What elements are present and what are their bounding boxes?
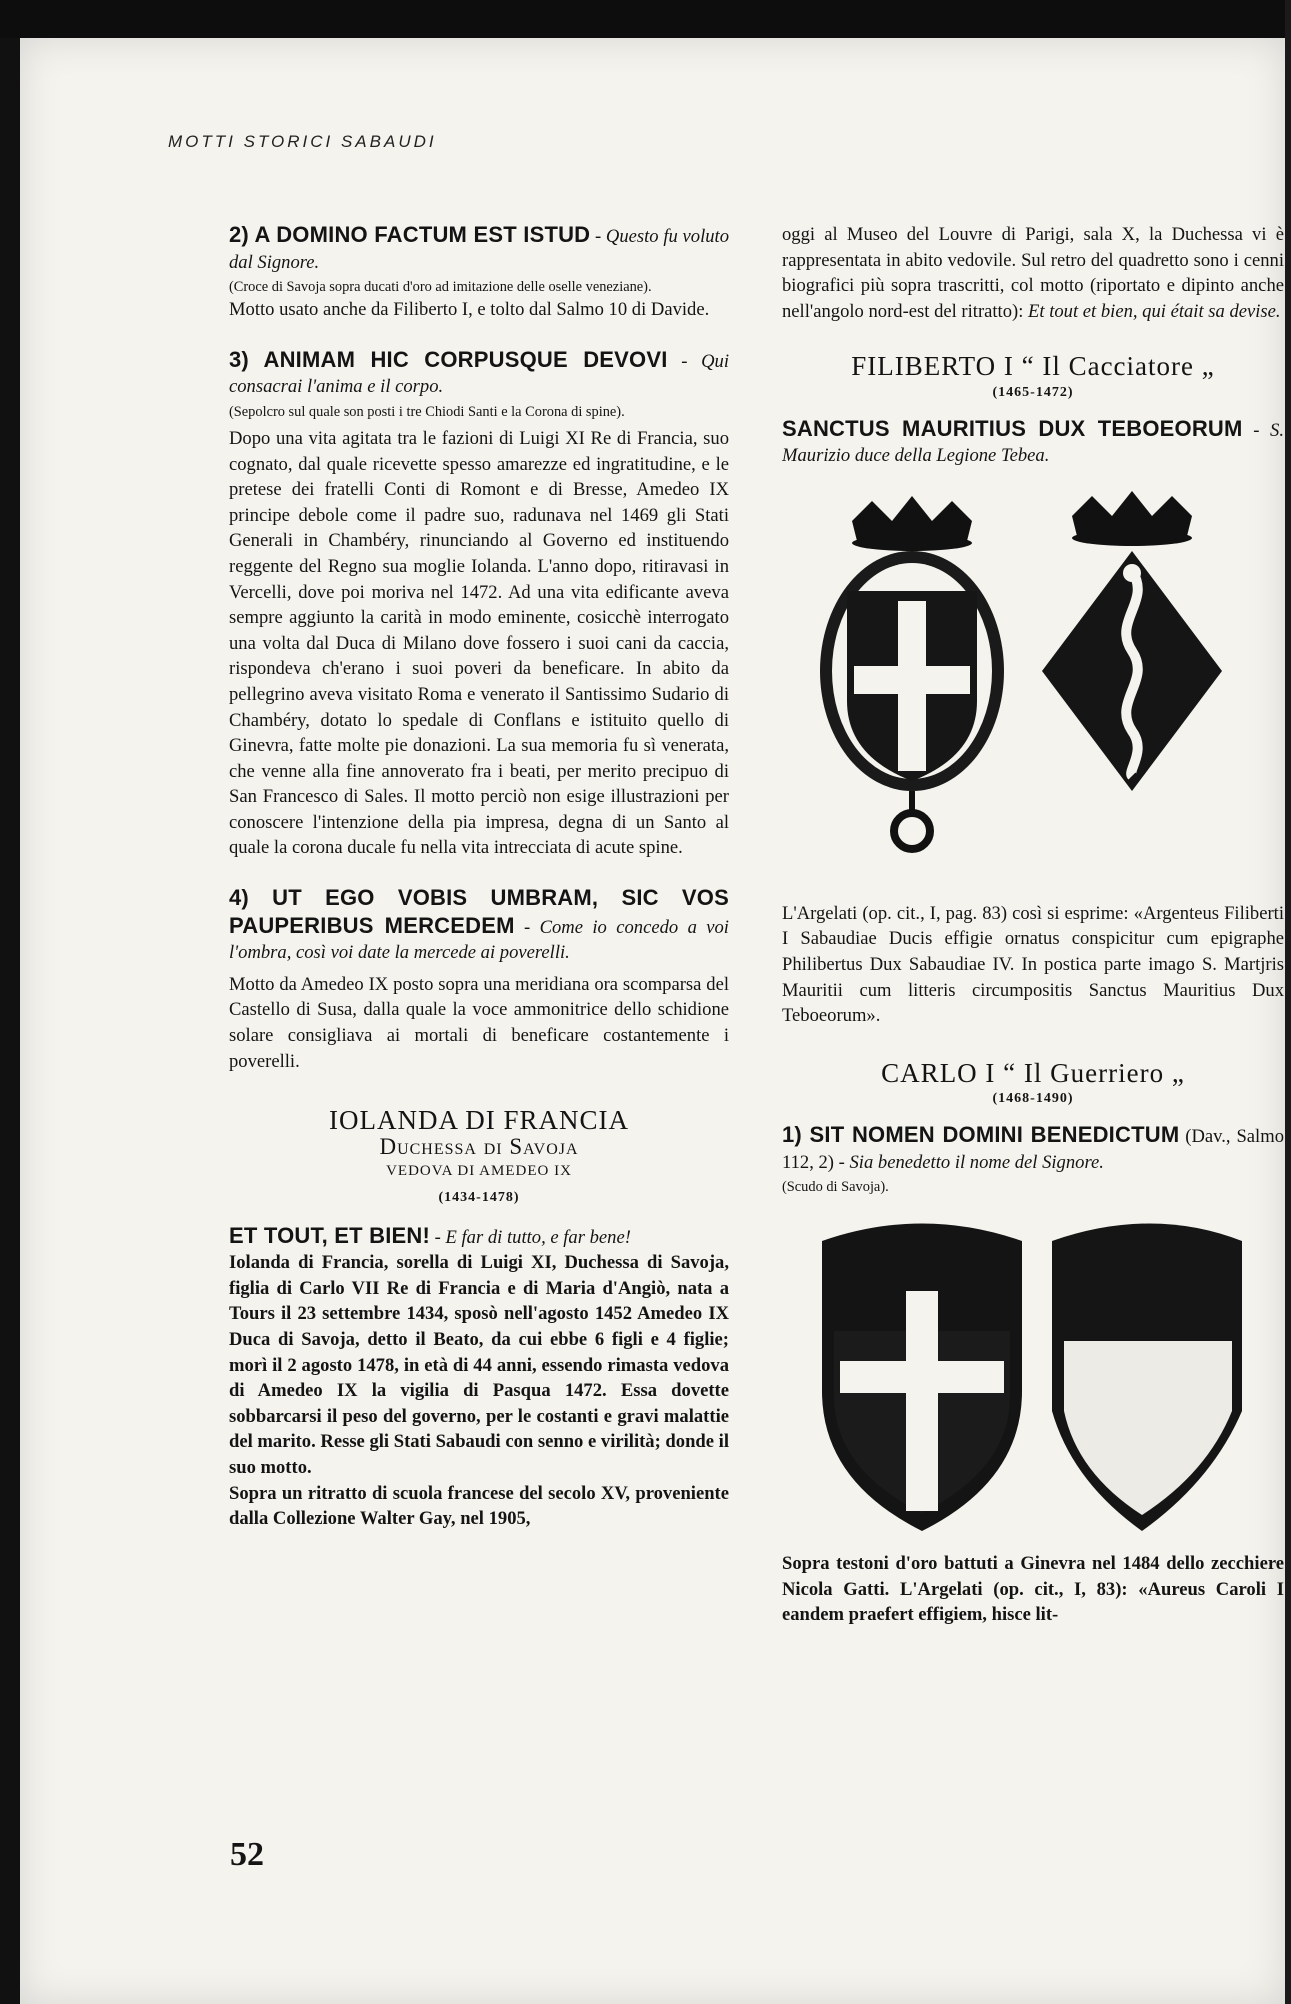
sanctus-mauritius-translation: - S. Maurizio duce della Legione Tebea. [782, 419, 1284, 467]
lozenge-shield-icon [1052, 1224, 1242, 1532]
right-column [782, 222, 1284, 1628]
sit-nomen-note: (Scudo di Savoja). [782, 1179, 889, 1196]
continuation-quote: Et tout et bien, qui était sa devise. [1028, 300, 1281, 322]
running-header: MOTTI STORICI SABAUDI [168, 132, 437, 151]
motto-2-latin: 2) A DOMINO FACTUM EST ISTUD [229, 222, 591, 247]
motto-2-note: (Croce di Savoja sopra ducati d'oro ad imitazione delle oselle veneziane). [229, 279, 652, 296]
iolanda-subtitle-2: VEDOVA DI AMEDEO IX [386, 1163, 572, 1180]
ducal-crown-icon-2 [1072, 491, 1192, 546]
savoy-shield-icon-2 [822, 1224, 1022, 1532]
carlo-title: CARLO I “ Il Guerriero „ [881, 1057, 1185, 1088]
motto-4-translation: - Come io concedo a voi l'ombra, così voi date la mercede ai poverelli. [229, 916, 729, 964]
sit-nomen-motto [782, 1122, 1284, 1175]
motto-3-note: (Sepolcro sul quale son posti i tre Chiodi Santi e la Corona di spine). [229, 403, 625, 420]
motto-3-text: Dopo una vita agitata tra le fazioni di Luigi XI Re di Francia, suo cognato, dal quale ricevette spesso amarezze ed ingratitudine, e le pretese dei fratelli Conti di Romont e di Bresse, Amedeo IX principe debole come il padre suo, radunava nel 1469 gli Stati Generali in Chambéry, rinunciando al Governo ed instituendo reggente del Regno sua moglie Iolanda. L'anno dopo, ritiravasi in Vercelli, dove poi moriva nel 1472. Ad una vita edificante aveva sempre aggiunto la carità in modo eminente, cosicchè interrogato una volta dal Duca di Milano dove fossero i suoi cani da caccia, rispondeva ch'erano i suoi poveri da beneficare. In abito da pellegrino aveva visitato Roma e venerato il Santissimo Sudario di Chambéry, dotato lo spedale di Conflans e istituito quello di Ginevra, fatte molte pie donazioni. La sua memoria fu sì venerata, che venne alla fine annoverato fra i beati, per merito precipuo di San Francesco di Sales. Il motto perciò non esige illustrazioni per conoscere l'intenzione della pia impresa, degna di un Santo al quale la corona ducale fu nella vita intrecciata di acute spine. [229, 427, 729, 859]
motto-2-text: Motto usato anche da Filiberto I, e tolto dal Salmo 10 di Davide. [229, 299, 710, 321]
iolanda-motto [229, 1223, 729, 1251]
sanctus-mauritius-motto [782, 416, 1284, 469]
argelati-text: L'Argelati (op. cit., I, pag. 83) così si esprime: «Argenteus Filiberti I Sabaudiae Ducis effigie ornatus conspicitur cum epigraphe Philibertus Dux Sabaudiae IV. In postica parte imago S. Martjris Mauritii cum litteris circumpositis Sanctus Mauritius Dux Teboeorum». [782, 902, 1284, 1027]
iolanda-dates: (1434-1478) [438, 1190, 520, 1205]
sit-nomen-translation: - Sia benedetto il nome del Signore. [838, 1151, 1104, 1173]
sit-nomen-reference: (Dav., Salmo 112, 2) [782, 1125, 1284, 1173]
carlo-shields-illustration [782, 1211, 1282, 1551]
page-number: 52 [230, 1836, 264, 1873]
continuation-text [782, 222, 1284, 324]
motto-2-translation: - Questo fu voluto dal Signore. [229, 226, 729, 273]
ducal-crown-icon [852, 496, 972, 551]
motto-4 [229, 885, 729, 966]
filiberto-dates: (1465-1472) [992, 384, 1074, 400]
carlo-bottom-text: Sopra testoni d'oro battuti a Ginevra nel 1484 dello zecchiere Nicola Gatti. L'Argelati (op. cit., I, 83): «Aureus Caroli I eandem praefert effigiem, hisce lit- [782, 1553, 1284, 1626]
continuation-body: oggi al Museo del Louvre di Parigi, sala X, la Duchessa vi è rappresentata in abito vedovile. Sul retro del quadretto sono i cenni biografici più sopra trascritti, col motto (riportato e dipinto anche nell'angolo nord-est del ritratto): [782, 224, 1284, 322]
scan-top-border [0, 0, 1291, 38]
sit-nomen-latin: 1) SIT NOMEN DOMINI BENEDICTUM [782, 1121, 1180, 1147]
left-column [229, 222, 729, 1532]
savoy-shield-icon [820, 551, 1004, 849]
iolanda-subtitle: Duchessa di Savoja [379, 1133, 579, 1159]
motto-4-text: Motto da Amedeo IX posto sopra una meridiana ora scomparsa del Castello di Susa, dalla quale la voce ammonitrice dello schidione solare consigliava ai mortali di beneficare costantemente i poverelli. [229, 973, 729, 1072]
iolanda-text-2: Sopra un ritratto di scuola francese del secolo XV, proveniente dalla Collezione Walter Gay, nel 1905, [229, 1482, 729, 1530]
carlo-coats-of-arms [782, 1211, 1284, 1551]
lozenge-serpent-icon [1042, 551, 1222, 791]
motto-2 [229, 222, 729, 275]
iolanda-motto-text: ET TOUT, ET BIEN! [229, 1222, 431, 1248]
iolanda-title: IOLANDA DI FRANCIA [329, 1105, 629, 1136]
scan-right-border [1285, 0, 1291, 2004]
filiberto-title: FILIBERTO I “ Il Cacciatore „ [851, 351, 1215, 382]
motto-3-translation: - Qui consacrai l'anima e il corpo. [229, 350, 729, 398]
filiberto-coats-of-arms [782, 481, 1284, 901]
iolanda-text: Iolanda di Francia, sorella di Luigi XI, Duchessa di Savoja, figlia di Carlo VII Re di Francia e di Maria d'Angiò, nata a Tours il 23 settembre 1434, sposò nell'agosto 1452 Amedeo IX Duca di Savoja, detto il Beato, da cui ebbe 6 figli e 4 figlie; morì il 2 agosto 1478, in età di 44 anni, essendo rimasta vedova di Amedeo IX la vigilia di Pasqua 1472. Essa dovette sobbarcarsi il peso del governo, per le costanti e gravi malattie del marito. Resse gli Stati Sabaudi con senno e virilità; donde il suo motto. [229, 1252, 729, 1478]
savoy-shield-collar-illustration [782, 481, 1282, 901]
motto-3-latin: 3) ANIMAM HIC CORPUSQUE DEVOVI [229, 346, 668, 372]
motto-3 [229, 347, 729, 400]
iolanda-motto-translation: - E far di tutto, e far bene! [434, 1226, 631, 1248]
sanctus-mauritius-latin: SANCTUS MAURITIUS DUX TEBOEORUM [782, 415, 1243, 441]
motto-4-latin: 4) UT EGO VOBIS UMBRAM, SIC VOS PAUPERIBUS MERCEDEM [229, 885, 729, 938]
carlo-dates: (1468-1490) [992, 1091, 1074, 1107]
